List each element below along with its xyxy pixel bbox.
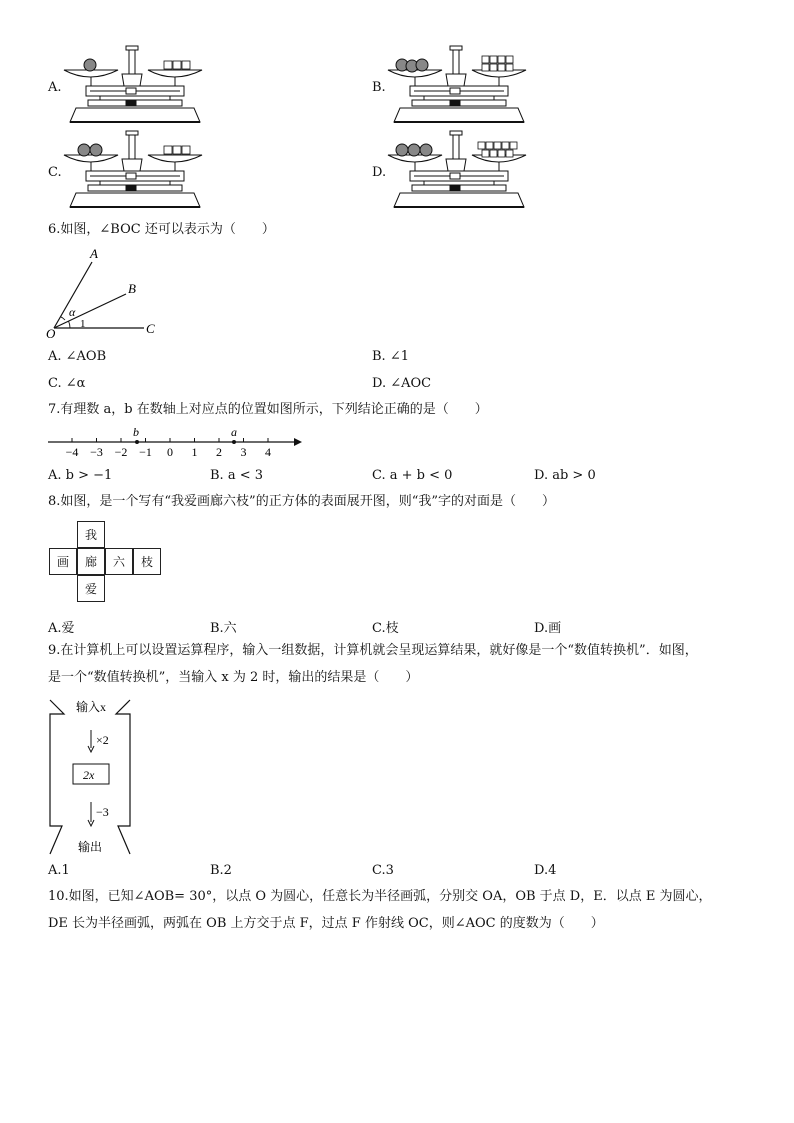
balance-scale-c-figure [60, 129, 210, 213]
machine-step1-label: ×2 [96, 733, 109, 747]
q7-option-a: A. b > −1 [48, 468, 113, 483]
axis-tick-label: −2 [114, 445, 128, 458]
point-a-label: a [231, 425, 237, 439]
net-cell-left: 画 [49, 548, 77, 575]
axis-tick-label: 1 [191, 445, 198, 458]
alpha-label: α [69, 305, 76, 319]
q9-option-a: A.1 [48, 863, 70, 878]
q9-stem-line1: 9.在计算机上可以设置运算程序，输入一组数据，计算机就会呈现运算结果，就好像是一个“数值转换机”．如图， [48, 643, 698, 658]
q10-stem-line1: 10.如图，已知∠AOB= 30°，以点 O 为圆心，任意长为半径画弧，分别交 OA，OB 于点 D，E．以点 E 为圆心， [48, 889, 712, 904]
q6-option-a: A. ∠AOB [48, 349, 107, 364]
q8-option-d: D.画 [534, 621, 562, 636]
point-b-label: b [133, 425, 139, 439]
point-a-label: A [90, 246, 98, 261]
axis-tick-label: 3 [240, 445, 247, 458]
axis-tick-label: 0 [167, 445, 173, 458]
ball-icon [84, 59, 96, 71]
q7-stem: 7.有理数 a，b 在数轴上对应点的位置如图所示，下列结论正确的是（ ） [48, 402, 488, 417]
q5-option-d-label: D. [372, 165, 387, 180]
q6-option-c: C. ∠α [48, 376, 86, 391]
q6-angle-figure [44, 244, 164, 344]
axis-tick-label: 4 [265, 445, 271, 458]
net-cell-right1: 六 [105, 548, 133, 575]
machine-output-label: 输出 [78, 840, 103, 854]
net-cell-bottom: 爱 [77, 575, 105, 602]
balls-icon [78, 144, 102, 156]
q8-stem: 8.如图，是一个写有“我爱画廊六枝”的正方体的表面展开图，则“我”字的对面是（ ） [48, 494, 555, 509]
point-o-label: O [46, 326, 56, 341]
q6-option-b: B. ∠1 [372, 349, 409, 364]
q9-option-c: C.3 [372, 863, 394, 878]
balls-icon [396, 59, 428, 72]
net-cell-top: 我 [77, 521, 105, 548]
weights-icon [164, 61, 190, 69]
q7-option-c: C. a + b < 0 [372, 468, 453, 483]
q6-option-d: D. ∠AOC [372, 376, 432, 391]
q9-conversion-machine [44, 696, 144, 860]
point-c-label: C [146, 321, 155, 336]
balance-scale-b-figure [384, 44, 534, 128]
weights-icon [164, 146, 190, 154]
q9-stem-line2: 是一个“数值转换机”，当输入 x 为 2 时，输出的结果是（ ） [48, 670, 419, 685]
q5-option-c-label: C. [48, 165, 62, 180]
angle-one-label: 1 [80, 318, 86, 330]
net-cell-center: 廊 [77, 548, 105, 575]
q6-stem: 6.如图，∠BOC 还可以表示为（ ） [48, 222, 275, 237]
balance-scale-a-figure [60, 44, 210, 128]
q7-option-b: B. a < 3 [210, 468, 263, 483]
axis-tick-label: −1 [139, 445, 152, 458]
machine-step2-label: −3 [96, 805, 109, 819]
axis-tick-label: −3 [90, 445, 103, 458]
q8-option-a: A.爱 [48, 621, 75, 636]
q7-option-d: D. ab > 0 [534, 468, 596, 483]
q5-option-a-label: A. [48, 80, 62, 95]
q9-option-b: B.2 [210, 863, 232, 878]
balls-icon [396, 144, 432, 156]
point-b-label: B [128, 281, 136, 296]
q8-option-b: B.六 [210, 621, 237, 636]
balance-scale-d-figure [384, 129, 534, 213]
q8-option-c: C.枝 [372, 621, 399, 636]
machine-box-label: 2x [83, 768, 95, 782]
weights-icon [482, 56, 513, 71]
axis-tick-label: −4 [65, 445, 79, 458]
machine-input-label: 输入x [76, 700, 107, 714]
net-cell-right2: 枝 [133, 548, 161, 575]
q5-option-b-label: B. [372, 80, 386, 95]
axis-tick-label: 2 [216, 445, 222, 458]
q7-number-line [44, 424, 304, 458]
q9-option-d: D.4 [534, 863, 557, 878]
q10-stem-line2: DE 长为半径画弧，两弧在 OB 上方交于点 F，过点 F 作射线 OC，则∠AOC 的度数为（ ） [48, 916, 604, 931]
